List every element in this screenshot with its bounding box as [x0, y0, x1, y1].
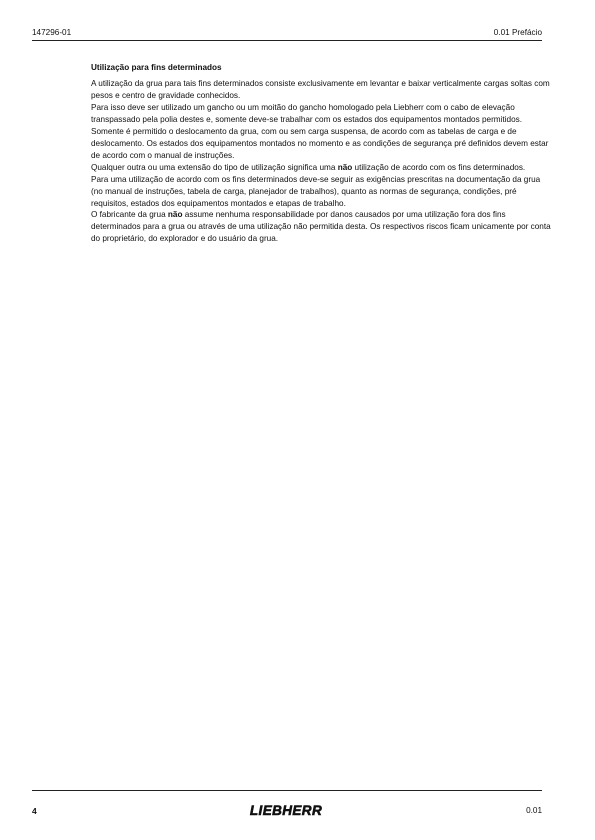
document-id: 147296-01 [32, 28, 72, 37]
paragraph-2: Para isso deve ser utilizado um gancho ou um moitão do gancho homologado pela Liebherr com o cabo de elevação transpassado pela polia destes e, somente deve-se trabalhar com os estados dos equipamentos montados permitidos. [91, 102, 523, 124]
page-header [32, 27, 542, 39]
paragraph-6: O fabricante da grua não assume nenhuma responsabilidade por danos causados por uma utilização fora dos fins determinados para a grua ou através de uma utilização não permitida desta. Os respectivos riscos ficam unicamente por conta do proprietário, do explorador e do usuário da grua. [91, 210, 551, 244]
header-section-title: 0.01 Prefácio [493, 28, 542, 37]
paragraph-4: Qualquer outra ou uma extensão do tipo de utilização significa uma não utilização de acordo com os fins determinados. [91, 162, 526, 172]
main-content [91, 62, 551, 245]
page-number: 4 [32, 806, 37, 816]
liebherr-logo [238, 803, 334, 817]
footer-section-number: 0.01 [526, 806, 542, 815]
emphasis-nao: não [337, 162, 353, 172]
paragraph-1: A utilização da grua para tais fins determinados consiste exclusivamente em levantar e baixar verticalmente cargas soltas com pesos e centro de gravidade conhecidos. [91, 79, 550, 100]
logo-wordmark: LIEBHERR [249, 803, 323, 817]
header-divider [32, 40, 542, 41]
section-title: Utilização para fins determinados [91, 63, 222, 72]
paragraph-5: Para uma utilização de acordo com os fins determinados deve-se seguir as exigências prescritas na documentação da grua (no manual de instruções, tabela de carga, planejador de trabalhos), quanto as normas de segurança, condições, pré requisitos, estados dos equipamentos montados e etapas de trabalho. [91, 174, 541, 208]
emphasis-nao: não [167, 210, 183, 220]
paragraph-3: Somente é permitido o deslocamento da grua, com ou sem carga suspensa, de acordo com as tabelas de carga e de deslocamento. Os estados dos equipamentos montados no momento e as condições de segurança pré definidos devem estar de acordo com o manual de instruções. [91, 126, 549, 160]
footer-divider [32, 790, 542, 791]
